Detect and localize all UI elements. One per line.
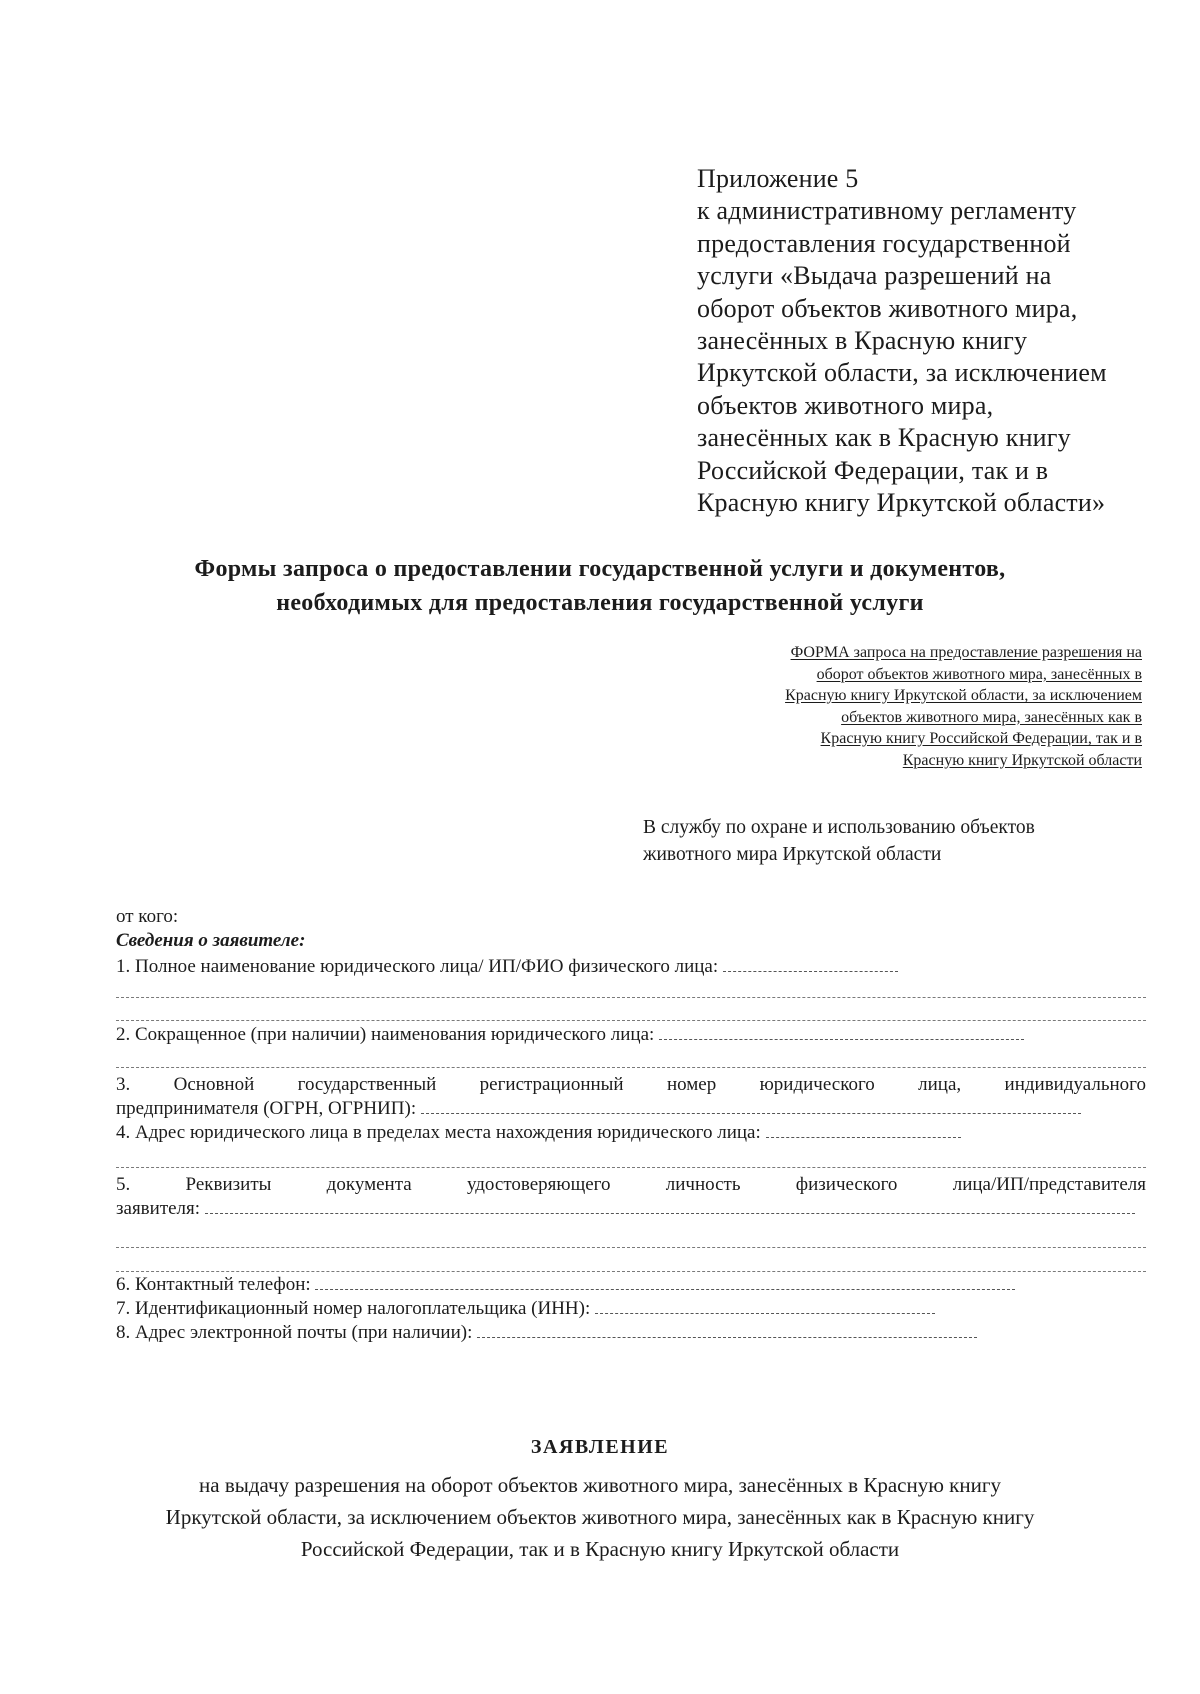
- field-email-input[interactable]: [477, 1321, 977, 1338]
- form-reference-line: объектов животного мира, занесённых как в: [841, 708, 1142, 726]
- statement-line: на выдачу разрешения на оборот объектов животного мира, занесённых в Красную книгу: [199, 1473, 1001, 1497]
- form-reference-line: Красную книгу Российской Федерации, так и в: [820, 730, 1142, 747]
- addressee: [643, 814, 1163, 868]
- appendix-line: Приложение 5: [697, 164, 859, 193]
- field-ogrn-label-line1: 3. Основной государственный регистрационный номер юридического лица, индивидуального: [116, 1074, 1146, 1095]
- applicant-section-label: Сведения о заявителе:: [116, 930, 306, 951]
- appendix-line: услуги «Выдача разрешений на: [697, 261, 1052, 291]
- statement-line: Российской Федерации, так и в Красную книгу Иркутской области: [300, 1537, 900, 1561]
- page-title-line: необходимых для предоставления государственной услуги: [276, 590, 924, 616]
- appendix-line: Российской Федерации, так и в: [697, 455, 1049, 485]
- field-ogrn: [116, 1097, 1081, 1121]
- field-id-document-label: заявителя:: [116, 1198, 201, 1219]
- page-title-line: Формы запроса о предоставлении государственной услуги и документов,: [194, 556, 1006, 582]
- field-legal-address-label: 4. Адрес юридического лица в пределах места нахождения юридического лица:: [116, 1122, 761, 1143]
- field-phone: [116, 1273, 1015, 1297]
- field-id-document-continuation[interactable]: [116, 1271, 1146, 1272]
- form-reference-line: ФОРМА запроса на предоставление разрешения на: [790, 644, 1142, 661]
- appendix-line: занесённых как в Красную книгу: [697, 423, 1071, 453]
- form-reference-line: Красную книгу Иркутской области, за исключением: [785, 687, 1142, 704]
- statement-line: Иркутской области, за исключением объектов животного мира, занесённых как в Красную книгу: [165, 1505, 1035, 1529]
- form-reference-line: оборот объектов животного мира, занесённых в: [816, 665, 1142, 683]
- field-id-document-label-line1: 5. Реквизиты документа удостоверяющего личность физического лица/ИП/представителя: [116, 1174, 1146, 1195]
- field-full-name-continuation[interactable]: [116, 1020, 1146, 1021]
- from-label: от кого:: [116, 906, 179, 927]
- field-short-name-continuation[interactable]: [116, 1067, 1146, 1068]
- appendix-line: Красную книгу Иркутской области»: [697, 488, 1106, 518]
- field-ogrn-input[interactable]: [421, 1097, 1081, 1114]
- field-id-document-input[interactable]: [205, 1197, 1135, 1214]
- field-inn-input[interactable]: [595, 1297, 935, 1314]
- field-phone-input[interactable]: [315, 1273, 1015, 1290]
- field-full-name-input[interactable]: [723, 955, 898, 972]
- field-short-name-label: 2. Сокращенное (при наличии) наименования юридического лица:: [116, 1024, 655, 1045]
- field-full-name: [116, 955, 898, 979]
- field-phone-label: 6. Контактный телефон:: [116, 1274, 311, 1295]
- appendix-line: предоставления государственной: [697, 228, 1071, 258]
- field-short-name-input[interactable]: [659, 1023, 1024, 1040]
- addressee-line: В службу по охране и использованию объектов: [643, 817, 1035, 838]
- field-inn: [116, 1297, 935, 1321]
- page-title: [100, 552, 1100, 620]
- form-reference: [642, 642, 1142, 771]
- form-reference-line: Красную книгу Иркутской области: [902, 751, 1142, 769]
- field-legal-address-continuation[interactable]: [116, 1167, 1146, 1168]
- field-ogrn-label: предпринимателя (ОГРН, ОГРНИП):: [116, 1098, 417, 1119]
- statement-text: [0, 1469, 1200, 1565]
- field-full-name-label: 1. Полное наименование юридического лица/ ИП/ФИО физического лица:: [116, 956, 719, 977]
- field-legal-address-input[interactable]: [766, 1121, 961, 1138]
- field-inn-label: 7. Идентификационный номер налогоплательщика (ИНН):: [116, 1298, 591, 1319]
- field-email-label: 8. Адрес электронной почты (при наличии):: [116, 1322, 473, 1343]
- addressee-line: животного мира Иркутской области: [643, 844, 942, 865]
- appendix-line: Иркутской области, за исключением: [697, 358, 1107, 388]
- field-short-name: [116, 1023, 1024, 1047]
- field-id-document: [116, 1197, 1135, 1221]
- field-full-name-continuation[interactable]: [116, 997, 1146, 998]
- appendix-line: к административному регламенту: [697, 196, 1077, 226]
- field-legal-address: [116, 1121, 961, 1145]
- appendix-line: объектов животного мира,: [697, 390, 994, 420]
- field-email: [116, 1321, 977, 1345]
- appendix-line: занесённых в Красную книгу: [697, 326, 1028, 356]
- field-id-document-continuation[interactable]: [116, 1247, 1146, 1248]
- appendix-line: оборот объектов животного мира,: [697, 293, 1078, 323]
- statement-title: ЗАЯВЛЕНИЕ: [530, 1436, 670, 1458]
- appendix-header: [697, 163, 1167, 519]
